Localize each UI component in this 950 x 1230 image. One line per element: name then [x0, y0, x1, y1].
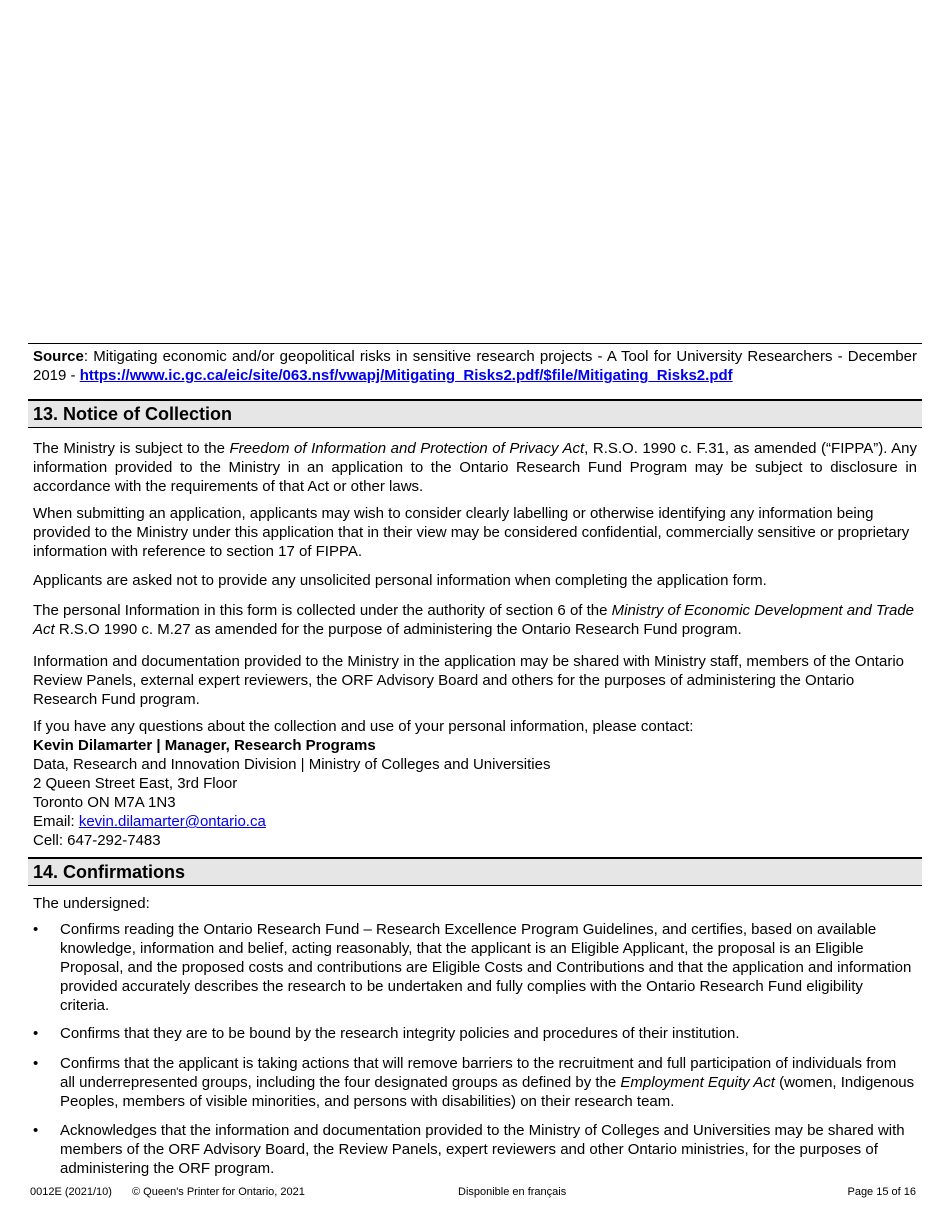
- email-label: Email:: [33, 813, 79, 830]
- notice-paragraph-5: [33, 652, 917, 709]
- p1-text-a: The Ministry is subject to the: [33, 440, 230, 457]
- confirmations-intro: [33, 894, 917, 913]
- source-note: [28, 343, 922, 396]
- contact-block: [33, 717, 917, 850]
- source-text: : Mitigating economic and/or geopolitical risks in sensitive research projects - A Tool for University Researchers - December 2019 -: [33, 348, 917, 384]
- fippa-act-title: Freedom of Information and Protection of Privacy Act: [229, 440, 585, 457]
- contact-email-link[interactable]: kevin.dilamarter@ontario.ca: [78, 813, 266, 830]
- p5-text: Information and documentation provided to the Ministry in the application may be shared with Ministry staff, members of the Ontario Review Panels, external expert reviewers, the ORF Advisory Board and others for the purposes of administering the Ontario Research Fund program.: [33, 653, 904, 708]
- bullet-text: Confirms reading the Ontario Research Fund – Research Excellence Program Guidelines, and certifies, based on available knowledge, information and belief, acting reasonably, that the applicant is an Eligible Applicant, the proposal is an Eligible Proposal, and the proposed costs and contributions are Eligible Costs and Contributions and that the application and information provided accurately describes the research to be undertaken and fully complies with the Ontario Research Fund eligibility criteria.: [60, 921, 912, 1014]
- bullet-icon: •: [33, 1025, 39, 1042]
- contact-email-line: [33, 812, 917, 831]
- bullet-icon: •: [33, 1055, 39, 1072]
- contact-name: Kevin Dilamarter | Manager, Research Programs: [33, 737, 376, 754]
- contact-intro: If you have any questions about the collection and use of your personal information, please contact:: [33, 718, 694, 735]
- contact-cell: Cell: 647-292-7483: [33, 832, 161, 849]
- contact-division: Data, Research and Innovation Division | Ministry of Colleges and Universities: [33, 756, 551, 773]
- intro-text: The undersigned:: [33, 895, 150, 912]
- page-number: Page 15 of 16: [847, 1186, 916, 1198]
- p4-text-a: The personal Information in this form is collected under the authority of section 6 of the: [33, 602, 612, 619]
- bullet-icon: •: [33, 921, 39, 938]
- notice-paragraph-3: [33, 571, 917, 590]
- notice-paragraph-1: [33, 439, 917, 496]
- french-availability: Disponible en français: [458, 1186, 567, 1198]
- source-label: Source: [33, 348, 84, 365]
- bullet-text: Confirms that they are to be bound by the research integrity policies and procedures of their institution.: [60, 1025, 740, 1042]
- contact-address-line-1: 2 Queen Street East, 3rd Floor: [33, 775, 238, 792]
- p1-text-b: , R.S.O. 1990 c. F.31, as amended (“FIPPA”). Any information provided to the Ministry in an application to the Ontario Research Fund Program may be subject to disclosure in accordance with the requirements of that Act or other laws.: [33, 440, 917, 495]
- contact-address-line-2: Toronto ON M7A 1N3: [33, 794, 176, 811]
- source-link[interactable]: https://www.ic.gc.ca/eic/site/063.nsf/vwapj/Mitigating_Risks2.pdf/$file/Mitigating_Risks2.pdf: [79, 367, 733, 384]
- p3-text: Applicants are asked not to provide any unsolicited personal information when completing the application form.: [33, 572, 767, 589]
- section-14-heading: 14. Confirmations: [28, 857, 922, 886]
- p2-text: When submitting an application, applicants may wish to consider clearly labelling or otherwise identifying any information being provided to the Ministry under this application that in their view may be considered confidential, commercially sensitive or proprietary information with reference to section 17 of FIPPA.: [33, 505, 910, 560]
- bullet-icon: •: [33, 1122, 39, 1139]
- notice-paragraph-2: [33, 504, 917, 561]
- section-13-heading: 13. Notice of Collection: [28, 399, 922, 428]
- medt-act-title: Ministry of Economic Development and Trade Act: [33, 602, 915, 638]
- copyright: © Queen's Printer for Ontario, 2021: [132, 1186, 305, 1198]
- bullet-text: [60, 1054, 915, 1111]
- form-id: 0012E (2021/10): [30, 1186, 112, 1198]
- p4-text-b: R.S.O 1990 c. M.27 as amended for the purpose of administering the Ontario Research Fund program.: [54, 621, 742, 638]
- b3-text-a: Confirms that the applicant is taking actions that will remove barriers to the recruitment and full participation of individuals from all underrepresented groups, including the four designated groups as defined by the: [60, 1055, 897, 1091]
- bullet-text: Acknowledges that the information and documentation provided to the Ministry of Colleges and Universities may be shared with members of the ORF Advisory Board, the Review Panels, expert reviewers and other Ontario ministries, for the purposes of administering the ORF program.: [60, 1122, 905, 1177]
- equity-act-title: Employment Equity Act: [620, 1074, 775, 1091]
- b3-text-b: (women, Indigenous Peoples, members of visible minorities, and persons with disabilities) on their research team.: [60, 1074, 915, 1110]
- notice-paragraph-4: [33, 601, 917, 639]
